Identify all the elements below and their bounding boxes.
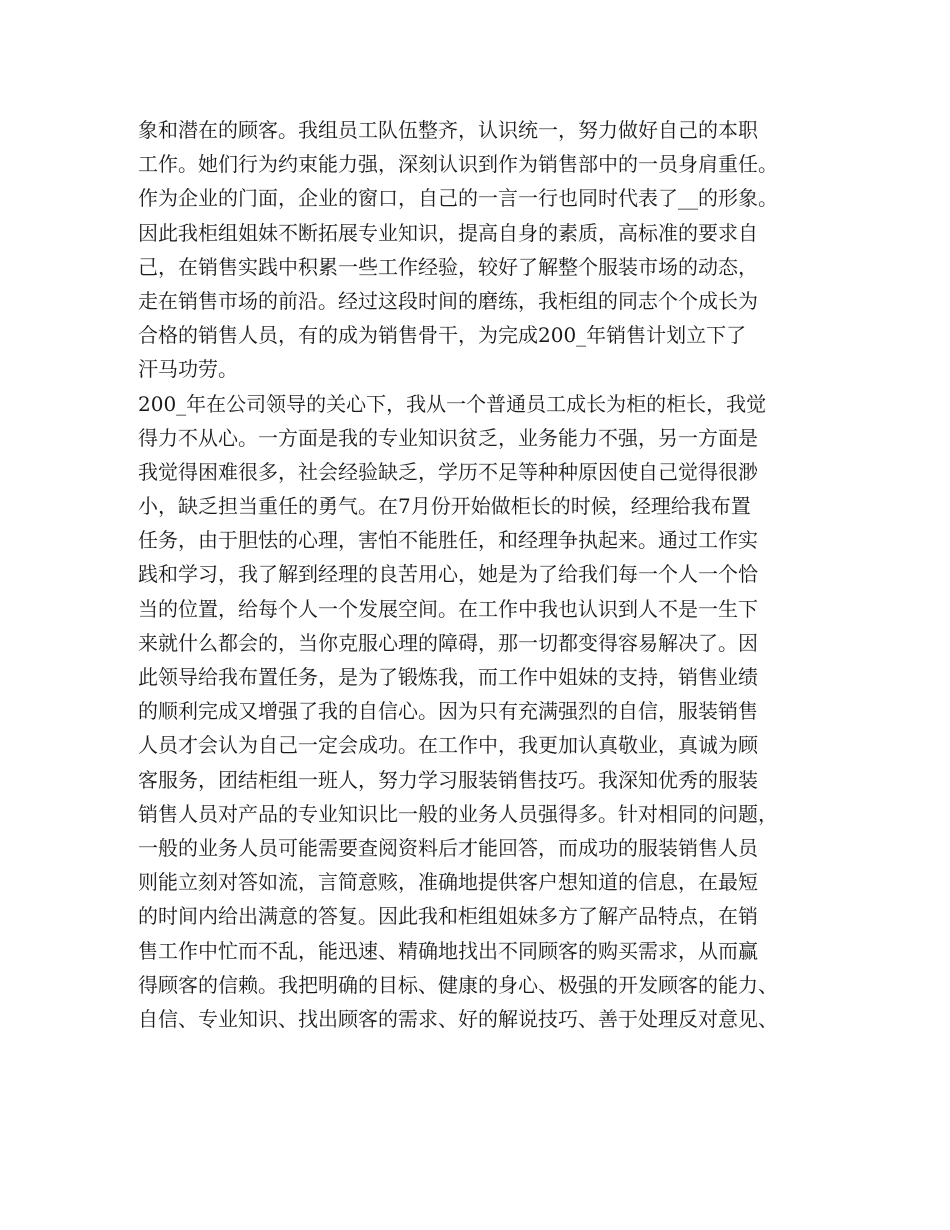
text-line: 客服务，团结柜组一班人，努力学习服装销售技巧。我深知优秀的服装 [138,767,758,792]
body-text [138,113,828,1036]
text-line: 合格的销售人员，有的成为销售骨干，为完成200_年销售计划立下了 [138,323,747,348]
text-line: 来就什么都会的，当你克服心理的障碍，那一切都变得容易解决了。因 [138,630,758,655]
text-line: 人员才会认为自己一定会成功。在工作中，我更加认真敬业，真诚为顾 [138,733,758,758]
text-line: 小，缺乏担当重任的勇气。在7月份开始做柜长的时候，经理给我布置 [138,494,751,519]
text-line: 象和潜在的顾客。我组员工队伍整齐，认识统一，努力做好自己的本职 [138,118,758,142]
text-line: 则能立刻对答如流，言简意赅，准确地提供客户想知道的信息，在最短 [138,870,758,895]
text-line: 此领导给我布置任务，是为了锻炼我，而工作中姐妹的支持，销售业绩 [138,665,758,689]
text-line: 己，在销售实践中积累一些工作经验，较好了解整个服装市场的动态， [138,254,758,279]
text-line: 得顾客的信赖。我把明确的目标、健康的身心、极强的开发顾客的能力、 [138,972,778,997]
text-line: 汗马功劳。 [138,357,238,382]
text-line: 200_年在公司领导的关心下，我从一个普通员工成长为柜的柜长，我觉 [138,391,767,416]
text-line: 因此我柜组姐妹不断拓展专业知识，提高自身的素质，高标准的要求自 [138,220,758,245]
text-line: 售工作中忙而不乱，能迅速、精确地找出不同顾客的购买需求，从而赢 [138,938,758,963]
text-line: 的顺利完成又增强了我的自信心。因为只有充满强烈的自信，服装销售 [138,699,758,724]
text-line: 我觉得困难很多，社会经验缺乏，学历不足等种种原因使自己觉得很渺 [138,459,758,484]
text-line: 走在销售市场的前沿。经过这段时间的磨练，我柜组的同志个个成长为 [138,288,758,313]
text-line: 一般的业务人员可能需要查阅资料后才能回答，而成功的服装销售人员 [138,835,758,860]
text-line: 工作。她们行为约束能力强，深刻认识到作为销售部中的一员身肩重任。 [138,152,778,177]
text-line: 得力不从心。一方面是我的专业知识贫乏，业务能力不强，另一方面是 [138,425,758,450]
text-line: 的时间内给出满意的答复。因此我和柜组姐妹多方了解产品特点，在销 [138,904,758,929]
text-line: 作为企业的门面，企业的窗口，自己的一言一行也同时代表了__的形象。 [138,186,778,211]
text-line: 当的位置，给每个人一个发展空间。在工作中我也认识到人不是一生下 [138,596,758,621]
text-line: 践和学习，我了解到经理的良苦用心，她是为了给我们每一个人一个恰 [138,562,758,587]
text-line: 销售人员对产品的专业知识比一般的业务人员强得多。针对相同的问题， [138,801,778,826]
text-line: 任务，由于胆怯的心理，害怕不能胜任，和经理争执起来。通过工作实 [138,528,758,553]
text-line: 自信、专业知识、找出顾客的需求、好的解说技巧、善于处理反对意见、 [138,1006,778,1031]
